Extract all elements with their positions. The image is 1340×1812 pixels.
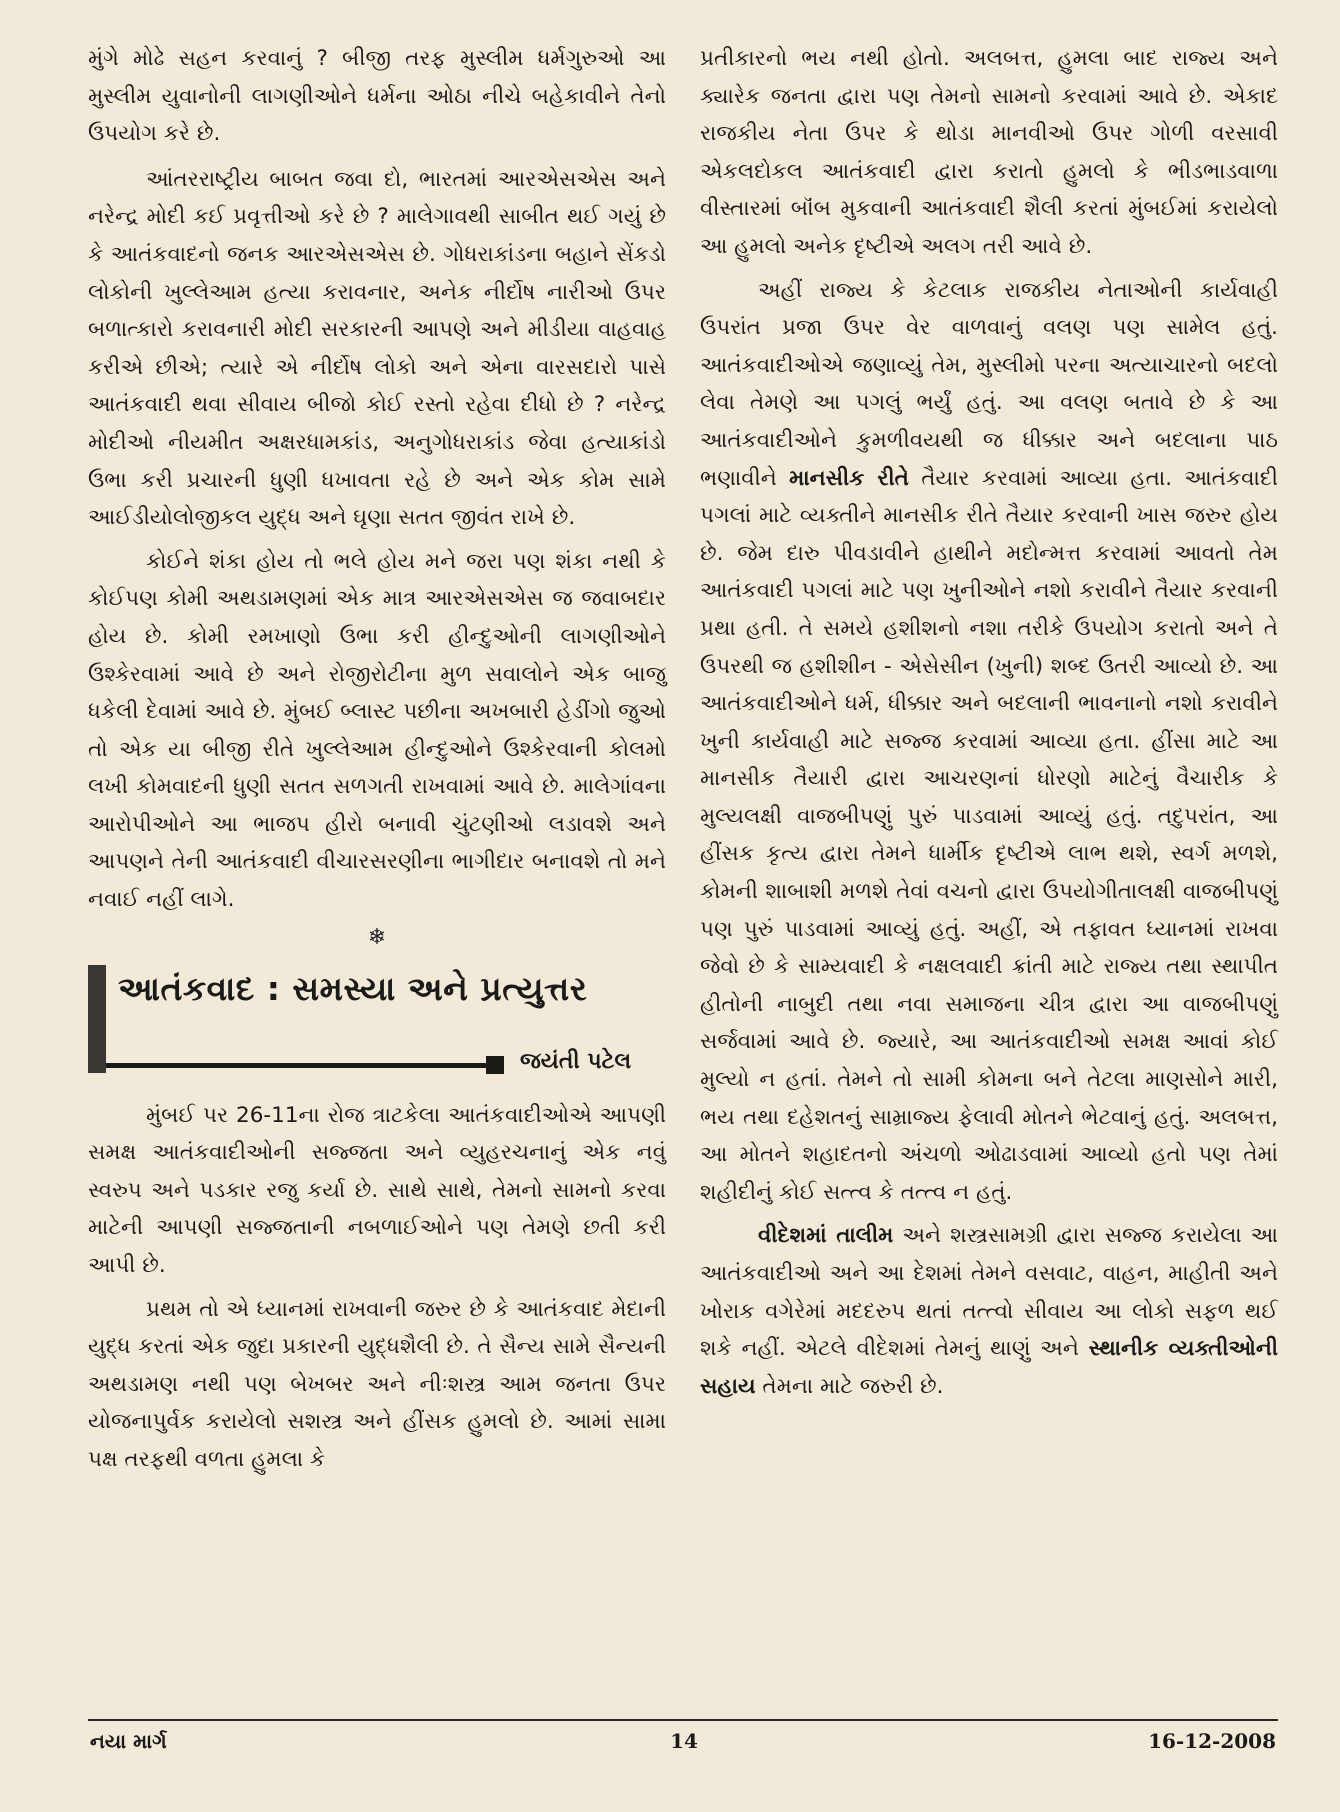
paragraph: પ્રતીકારનો ભય નથી હોતો. અલબત્ત, હુમલા બાદ રાજ્ય અને ક્યારેક જનતા દ્વારા પણ તેમનો સામનો કરવામાં આવે છે. એકાદ રાજકીય નેતા ઉપર કે થોડા માનવીઓ ઉપર ગોળી વરસાવી એકલદોકલ આતંકવાદી દ્વારા કરાતો હુમલો કે ભીડભાડવાળા વીસ્તારમાં બૉંબ મુકવાની આતંકવાદી શૈલી કરતાં મુંબઈમાં કરાયેલો આ હુમલો અનેક દૃષ્ટીએ અલગ તરી આવે છે. <box>700 46 1278 259</box>
issue-date: 16-12-2008 <box>1148 1729 1276 1753</box>
bold-phrase: માનસીક રીતે <box>789 465 909 491</box>
paragraph-text: અહીં રાજ્ય કે કેટલાક રાજકીય નેતાઓની કાર્યવાહી ઉપરાંત પ્રજા ઉપર વેર વાળવાનું વલણ પણ સામેલ હતું. આતંકવાદીઓએ જણાવ્યું તેમ, મુસ્લીમો પરના અત્યાચારનો બદલો લેવા તેમણે આ પગલું ભર્યું હતું. આ વલણ બતાવે છે કે આ આતંકવાદીઓને કુમળીવયથી જ ધીક્કાર અને બદલાના પાઠ ભણાવીને <box>700 277 1278 491</box>
byline-rule <box>106 1063 486 1068</box>
bold-phrase: સ્થાનીક વ્યક્તીઓની સહાય <box>700 1336 1278 1399</box>
publication-name: નયા માર્ગ <box>90 1729 167 1753</box>
byline-square-icon <box>486 1056 504 1074</box>
article-header <box>88 955 666 1095</box>
bold-phrase: વીદેશમાં તાલીમ <box>758 1223 894 1249</box>
paragraph-text: અને શસ્ત્રસામગ્રી દ્વારા સજ્જ કરાયેલા આ આતંકવાદીઓ અને આ દેશમાં તેમને વસવાટ, વાહન, માહીતી અને ખોરાક વગેરેમાં મદદરુપ થતાં તત્ત્વો સીવાય આ લોકો સફળ થઈ શકે નહીં. એટલે વીદેશમાં તેમનું થાણું અને <box>700 1223 1278 1362</box>
article-byline: જયંતી પટેલ <box>520 1048 632 1074</box>
right-column <box>700 40 1278 1405</box>
paragraph <box>700 272 1278 1212</box>
paragraph: મુંગે મોઢે સહન કરવાનું ? બીજી તરફ મુસ્લીમ ધર્મગુરુઓ આ મુસ્લીમ યુવાનોની લાગણીઓને ધર્મના ઓઠા નીચે બહેકાવીને તેનો ઉપયોગ કરે છે. <box>88 46 666 147</box>
paragraph: આંતરરાષ્ટ્રીય બાબત જવા દો, ભારતમાં આરએસએસ અને નરેન્દ્ર મોદી કઈ પ્રવૃત્તીઓ કરે છે ? માલેગાવથી સાબીત થઈ ગયું છે કે આતંકવાદનો જનક આરએસએસ છે. ગોધરાકાંડના બહાને સેંકડો લોકોની ખુલ્લેઆમ હત્યા કરાવનાર, અનેક નીર્દોષ નારીઓ ઉપર બળાત્કારો કરાવનારી મોદી સરકારની આપણે અને મીડીયા વાહવાહ કરીએ છીએ; ત્યારે એ નીર્દોષ લોકો અને એના વારસદારો પાસે આતંકવાદી થવા સીવાય બીજો કોઈ રસ્તો રહેવા દીધો છે ? નરેન્દ્ર મોદીઓ નીયમીત અક્ષરધામકાંડ, અનુગોધરાકાંડ જેવા હત્યાકાંડો ઉભા કરી પ્રચારની ધુણી ધખાવતા રહે છે અને એક કોમ સામે આઈડીયોલોજીકલ યુદ્ધ અને ઘૃણા સતત જીવંત રાખે છે. <box>88 166 666 531</box>
footer-rule <box>88 1719 1278 1721</box>
paragraph <box>700 1217 1278 1405</box>
paragraph-text: તૈયાર કરવામાં આવ્યા હતા. આતંકવાદી પગલાં માટે વ્યક્તીને માનસીક રીતે તૈયાર કરવાની ખાસ જરુર હોય છે. જેમ દારુ પીવડાવીને હાથીને મદોન્મત્ત કરવામાં આવતો તેમ આતંકવાદી પગલાં માટે પણ ખુનીઓને નશો કરાવીને તૈયાર કરવાની પ્રથા હતી. તે સમયે હશીશનો નશા તરીકે ઉપયોગ કરાતો અને તે ઉપરથી જ હશીશીન - એસેસીન (ખુની) શબ્દ ઉતરી આવ્યો છે. આ આતંકવાદીઓને ધર્મ, ધીક્કાર અને બદલાની ભાવનાનો નશો કરાવીને ખુની કાર્યવાહી માટે સજ્જ કરવામાં આવ્યા હતા. હીંસા માટે આ માનસીક તૈયારી દ્વારા આચરણનાં ધોરણો માટેનું વૈચારીક કે મુલ્યલક્ષી વાજબીપણું પુરું પાડવામાં આવ્યું હતું. તદુપરાંત, આ હીંસક કૃત્ય દ્વારા તેમને ધાર્મીક દૃષ્ટીએ લાભ થશે, સ્વર્ગ મળશે, કોમની શાબાશી મળશે તેવાં વચનો દ્વારા ઉપયોગીતાલક્ષી વાજબીપણું પણ પુરું પાડવામાં આવ્યું હતું. અહીં, એ તફાવત ધ્યાનમાં રાખવા જેવો છે કે સામ્યવાદી કે નક્ષલવાદી ક્રાંતી માટે રાજ્ય તથા સ્થાપીત હીતોની નાબુદી તથા નવા સમાજના ચીત્ર દ્વારા આ વાજબીપણું સર્જવામાં આવે છે. જ્યારે, આ આતંકવાદીઓ સમક્ષ આવાં કોઈ મુલ્યો ન હતાં. તેમને તો સામી કોમના બને તેટલા માણસોને મારી, ભય તથા દહેશતનું સામ્રાજ્ય ફેલાવી મોતને ભેટવાનું હતું. અલબત્ત, આ મોતને શહાદતનો અંચળો ઓઢાડવામાં આવ્યો હતો પણ તેમાં શહીદીનું કોઈ સત્ત્વ કે તત્ત્વ ન હતું. <box>700 465 1279 1205</box>
paragraph: પ્રથમ તો એ ધ્યાનમાં રાખવાની જરુર છે કે આતંકવાદ મેદાની યુદ્ધ કરતાં એક જુદા પ્રકારની યુદ્ધશૈલી છે. તે સૈન્ય સામે સૈન્યની અથડામણ નથી પણ બેખબર અને નીઃશસ્ત્ર આમ જનતા ઉપર યોજનાપુર્વક કરાયેલો સશસ્ત્ર અને હીંસક હુમલો છે. આમાં સામા પક્ષ તરફથી વળતા હુમલા કે <box>88 1296 666 1472</box>
left-column <box>88 40 666 1479</box>
page-number: 14 <box>670 1729 698 1753</box>
headline-side-bar <box>88 965 106 1073</box>
paragraph: મુંબઈ પર 26-11ના રોજ ત્રાટકેલા આતંકવાદીઓએ આપણી સમક્ષ આતંકવાદીઓની સજ્જતા અને વ્યુહરચનાનું એક નવું સ્વરુપ અને પડકાર રજુ કર્યા છે. સાથે સાથે, તેમનો સામનો કરવા માટેની આપણી સજ્જતાની નબળાઈઓને પણ તેમણે છતી કરી આપી છે. <box>88 1102 666 1279</box>
paragraph: કોઈને શંકા હોય તો ભલે હોય મને જરા પણ શંકા નથી કે કોઈપણ કોમી અથડામણમાં એક માત્ર આરએસએસ જ જવાબદાર હોય છે. કોમી રમખાણો ઉભા કરી હીન્દુઓની લાગણીઓને ઉશ્કેરવામાં આવે છે અને રોજીરોટીના મુળ સવાલોને એક બાજુ ધકેલી દેવામાં આવે છે. મુંબઈ બ્લાસ્ટ પછીના અખબારી હેડીંગો જુઓ તો એક યા બીજી રીતે ખુલ્લેઆમ હીન્દુઓને ઉશ્કેરવાની કોલમો લખી કોમવાદની ધુણી સતત સળગતી રાખવામાં આવે છે. માલેગાંવના આરોપીઓને આ ભાજપ હીરો બનાવી ચુંટણીઓ લડાવશે અને આપણને તેની આતંકવાદી વીચારસરણીના ભાગીદાર બનાવશે તો મને નવાઈ નહીં લાગે. <box>88 548 666 913</box>
paragraph-text: તેમના માટે જરુરી છે. <box>762 1373 944 1399</box>
section-separator-icon: ❄ <box>367 924 387 950</box>
article-headline: આતંકવાદ : સમસ્યા અને પ્રત્યુત્તર <box>118 968 588 1008</box>
